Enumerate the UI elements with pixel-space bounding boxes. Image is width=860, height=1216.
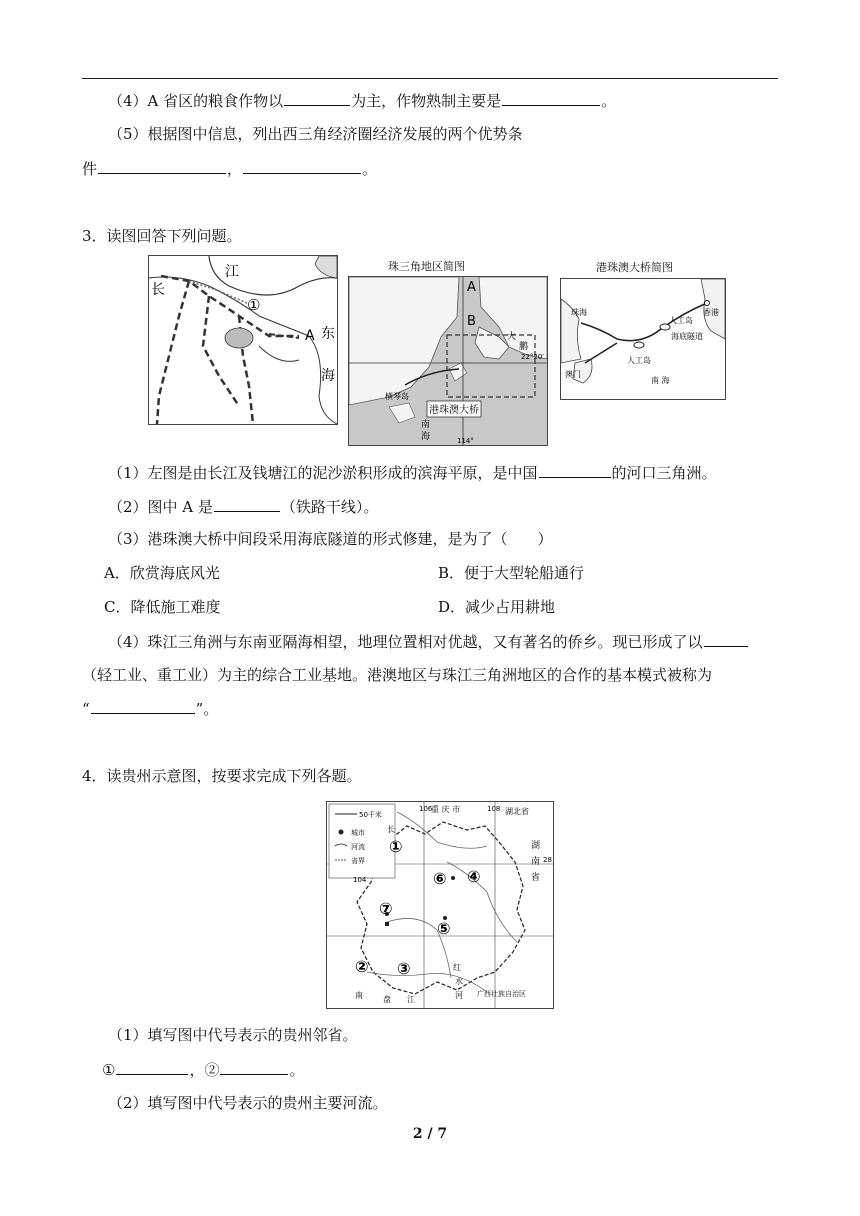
map-label: 南 [355,991,363,1000]
map-label: 红 [453,963,461,972]
legend-city: 城市 [351,829,365,837]
q4-title: 4．读贵州示意图，按要求完成下列各题。 [82,767,362,785]
map-label: 南 [531,857,541,867]
map-label: 广西壮族自治区 [477,990,526,998]
q3-part4-continued: （轻工业、重工业）为主的综合工业基地。港澳地区与珠江三角洲地区的合作的基本模式被称为 [82,666,713,684]
option-b[interactable]: B．便于大型轮船通行 [438,564,585,582]
map-code: ③ [397,959,411,978]
map-code: ④ [467,867,481,886]
answer-blank[interactable] [98,158,226,174]
map-code: ① [389,837,403,856]
q3-part2-text-b: （铁路干线）。 [280,498,379,516]
q2-part4-text-c: 。 [601,92,617,110]
q3-part1 [108,462,717,483]
legend-border: 省界 [351,857,365,865]
q4-part1: （1）填写图中代号表示的贵州邻省。 [108,1026,358,1044]
answer-blank[interactable] [704,631,748,647]
q2-part5-text-c: 。 [362,160,378,178]
q3-part1-text-b: 的河口三角洲。 [611,464,717,482]
map-label: 南 [421,420,431,430]
answer-blank[interactable] [539,462,611,478]
q3-part1-text-a: （1）左图是由长江及钱塘江的泥沙淤积形成的滨海平原，是中国 [108,464,538,482]
legend-city-icon [339,830,344,835]
map-label: ① [247,296,261,314]
fill-label-2: ，② [189,1061,220,1079]
q3-part4 [108,631,749,652]
map-label: 澳门 [565,370,581,379]
q3-part4-text-a: （4）珠江三角洲与东南亚隔海相望，地理位置相对优越，又有著名的侨乡。现已形成了以 [108,633,703,651]
lon-label: 108 [487,805,501,813]
map-label: 横琴岛 [385,392,409,401]
map-label: 海底隧道 [671,332,703,341]
map-label: 江 [225,264,239,280]
answer-blank[interactable] [243,158,361,174]
fill-label-1: ① [102,1061,116,1079]
q2-part5-text-a: 件 [82,160,98,178]
map-label: 湖 [531,841,541,851]
map-label: 长 [151,282,165,298]
answer-blank[interactable] [214,496,280,512]
quote-close: ”。 [195,700,219,718]
map-label: 河 [455,991,463,1000]
option-c[interactable]: C．降低施工难度 [104,598,221,616]
map-label: 香港 [703,308,719,317]
q3-title: 3．读图回答下列问题。 [82,227,242,245]
q2-part4-text-a: （4）A 省区的粮食作物以 [108,92,284,110]
map-code: ⑦ [379,899,393,918]
q2-part4 [108,90,616,111]
q3-part2 [108,496,378,517]
map-label: 海 [421,432,431,442]
lat-label: 28 [543,856,552,864]
map-label: A [305,328,315,344]
map-label: 江 [407,995,415,1004]
map-code: ⑥ [433,869,447,888]
map-code: ⑤ [437,919,451,938]
lon-label: 104 [353,876,367,884]
map-label: 重 庆 市 [431,805,461,814]
pearl-delta-map [348,276,548,446]
scale-label: 50千米 [359,811,382,819]
q2-part5-text-b: ， [227,160,243,178]
answer-blank[interactable] [502,90,600,106]
guizhou-map [326,801,554,1009]
map-label: 大 [507,332,517,342]
map-label: 盘 [383,995,391,1004]
q2-part5-continued [82,158,377,179]
q2-part5: （5）根据图中信息，列出西三角经济圈经济发展的两个优势条 [108,125,523,143]
map3-title: 港珠澳大桥简图 [596,261,673,274]
q4-part1-fill [102,1059,304,1080]
answer-blank[interactable] [116,1059,188,1075]
fill-end: 。 [289,1061,305,1079]
map-label: 珠海 [571,308,587,317]
q3-part2-text-a: （2）图中 A 是 [108,498,213,516]
page-number: 2 / 7 [412,1126,448,1142]
map-label: 114° [457,437,474,445]
answer-blank[interactable] [284,90,350,106]
map-label: 人工岛 [669,316,693,325]
answer-blank[interactable] [220,1059,288,1075]
legend-river: 河流 [351,843,365,851]
map-label: 鹏 [519,342,529,352]
map-label: 水 [455,977,463,986]
map-code: ② [355,957,369,976]
map-label: 省 [531,873,541,883]
q3-part4-quote [82,698,218,719]
bridge-label: 港珠澳大桥 [429,405,479,416]
map-label: B [467,314,476,329]
map-label: 人工岛 [627,356,651,365]
hzm-bridge-map [560,278,726,400]
option-d[interactable]: D．减少占用耕地 [438,598,556,616]
map-label: 海 [321,368,335,384]
q4-part2: （2）填写图中代号表示的贵州主要河流。 [108,1094,388,1112]
map2-title: 珠三角地区简图 [388,260,465,273]
answer-blank[interactable] [91,698,195,714]
map-label: 湖北省 [505,807,529,816]
q3-part3: （3）港珠澳大桥中间段采用海底隧道的形式修建，是为了（ ） [108,530,553,548]
q2-part4-text-b: 为主，作物熟制主要是 [351,92,502,110]
quote-open: “ [82,700,90,718]
yangtze-delta-map [148,255,338,425]
option-a[interactable]: A．欣赏海底风光 [104,564,220,582]
map-label: 22°20′ [521,353,544,361]
map-label: 南 海 [651,376,670,385]
map-label: A [467,280,476,295]
header-rule [82,78,778,79]
map-label: 东 [321,326,335,342]
map-label: 长 [387,825,395,834]
lon-label: 106 [419,805,433,813]
